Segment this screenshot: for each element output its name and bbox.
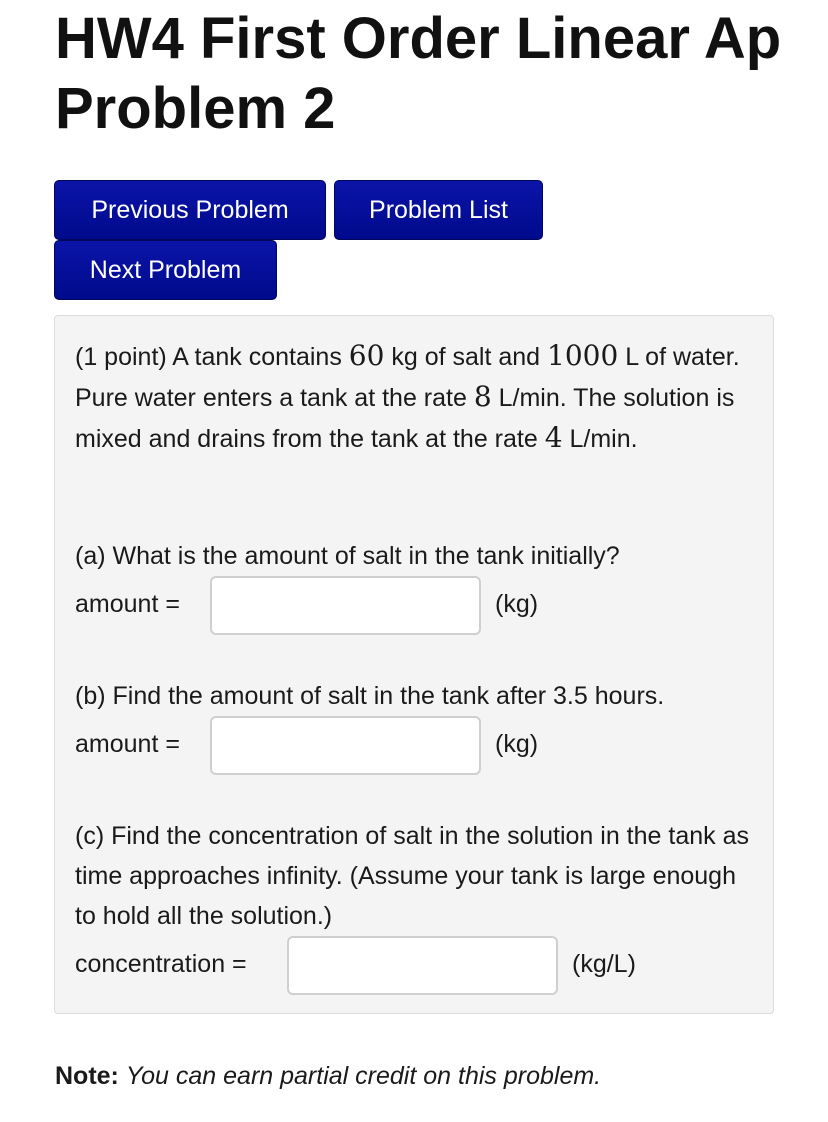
partial-credit-note	[55, 1056, 601, 1096]
part-a-amount-input[interactable]	[210, 576, 481, 635]
intro-math-salt: 60	[348, 339, 385, 372]
part-a-question: (a) What is the amount of salt in the tank initially?	[75, 542, 620, 570]
next-problem-button[interactable]: Next Problem	[54, 240, 277, 300]
part-a-label: amount =	[75, 590, 180, 618]
part-c-label: concentration =	[75, 950, 247, 978]
problem-statement	[75, 336, 755, 459]
intro-math-rate-out: 4	[544, 421, 563, 454]
part-c-concentration-input[interactable]	[287, 936, 558, 995]
note-text: You can earn partial credit on this problem.	[125, 1062, 602, 1090]
problem-list-button[interactable]: Problem List	[334, 180, 543, 240]
intro-text-3: L of water. Pure water enters a tank at the rate	[75, 343, 740, 412]
intro-math-rate-in: 8	[473, 380, 492, 413]
part-a-unit: (kg)	[495, 590, 539, 618]
part-b-amount-input[interactable]	[210, 716, 481, 775]
intro-text-4: L/min. The solution is mixed and drains from the tank at the rate	[75, 384, 735, 453]
part-b-label: amount =	[75, 730, 180, 758]
part-c-unit: (kg/L)	[572, 950, 636, 978]
part-b-question: (b) Find the amount of salt in the tank after 3.5 hours.	[75, 682, 665, 710]
intro-math-water: 1000	[547, 339, 619, 372]
intro-text-5: L/min.	[562, 425, 638, 453]
note-label: Note:	[55, 1062, 119, 1090]
part-b-unit: (kg)	[495, 730, 539, 758]
page-title-line-2: Problem 2	[55, 76, 336, 141]
previous-problem-button[interactable]: Previous Problem	[54, 180, 326, 240]
part-c-question: (c) Find the concentration of salt in the solution in the tank as time approaches infinity. (Assume your tank is large enough to hold all the solution.)	[75, 822, 749, 930]
page-title	[55, 4, 781, 144]
problem-panel	[54, 315, 774, 1014]
intro-text-1: (1 point) A tank contains	[75, 343, 349, 371]
page-title-line-1: HW4 First Order Linear Ap	[55, 6, 782, 71]
intro-text-2: kg of salt and	[384, 343, 548, 371]
